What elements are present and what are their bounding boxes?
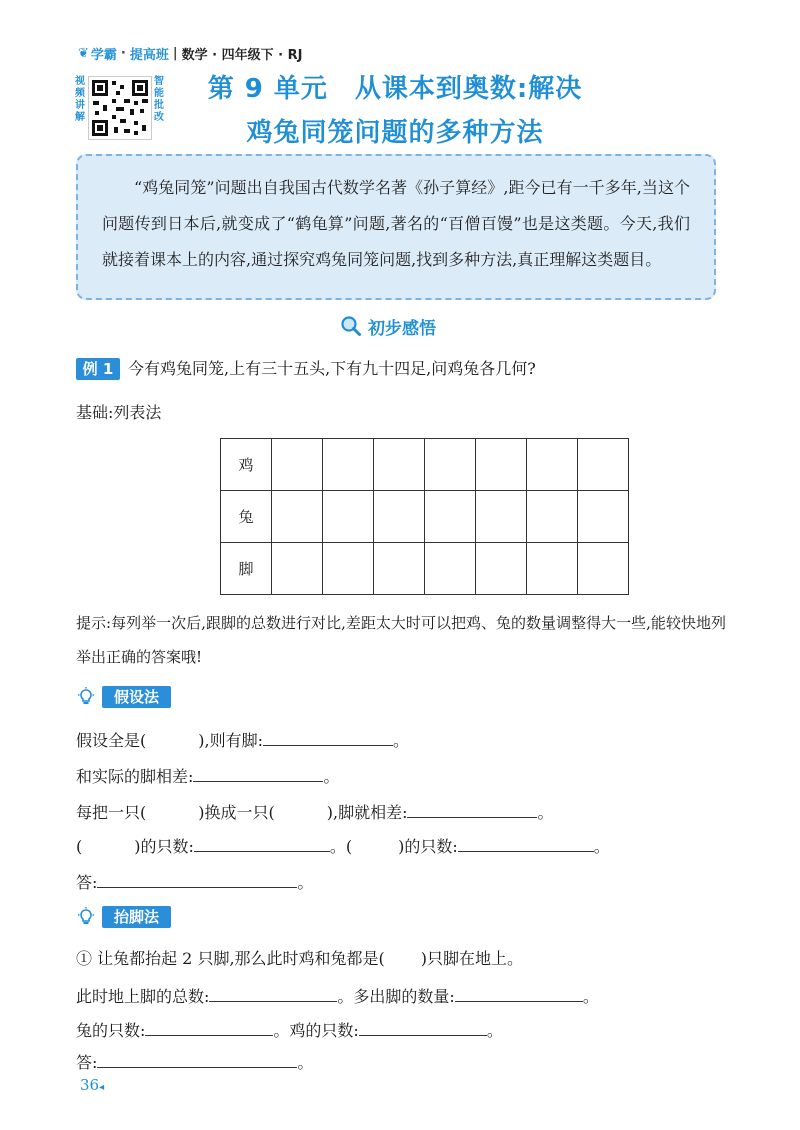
answer-blank[interactable]	[458, 835, 594, 852]
page-number	[80, 1076, 104, 1094]
text-fragment: 。(	[329, 837, 353, 856]
text-fragment: ),脚就相差:	[326, 803, 408, 822]
hint-text: 提示:每列举一次后,跟脚的总数进行对比,差距太大时可以把鸡、兔的数量调整得大一些,能较快地列举出正确的答案哦!	[76, 614, 726, 666]
table-cell[interactable]	[578, 491, 629, 543]
assume-line-2	[76, 764, 339, 787]
header-separator: |	[172, 45, 178, 61]
text-fragment: 每把一只(	[76, 803, 147, 822]
table-row	[221, 491, 629, 543]
table-cell[interactable]	[323, 439, 374, 491]
text-fragment: 答:	[76, 873, 98, 892]
text-fragment: 。	[486, 1021, 503, 1040]
table-cell[interactable]	[527, 543, 578, 595]
leaf-icon: ❦	[78, 45, 89, 61]
text-fragment: 。	[593, 837, 610, 856]
table-cell[interactable]	[425, 543, 476, 595]
table-cell[interactable]	[476, 543, 527, 595]
answer-blank[interactable]	[194, 835, 330, 852]
answer-blank[interactable]	[97, 871, 297, 888]
assume-line-1	[76, 728, 409, 751]
text-fragment: ① 让兔都抬起 2 只脚,那么此时鸡和兔都是(	[76, 949, 385, 968]
table-cell[interactable]	[425, 439, 476, 491]
table-cell[interactable]	[476, 439, 527, 491]
text-fragment: 。鸡的只数:	[273, 1021, 359, 1040]
unit-title-line1: 第 9 单元 从课本到奥数:解决	[207, 74, 583, 104]
lift-line-1	[76, 946, 523, 969]
text-fragment: 假设全是(	[76, 731, 147, 750]
table-cell[interactable]	[578, 439, 629, 491]
answer-blank[interactable]	[263, 729, 393, 746]
lift-method-title: 抬脚法	[102, 906, 171, 928]
lift-answer-line	[76, 1050, 313, 1073]
table-row	[221, 439, 629, 491]
row-label-rabbit: 兔	[221, 491, 272, 543]
table-cell[interactable]	[374, 491, 425, 543]
lift-method-tag	[76, 906, 171, 928]
text-fragment: 。	[392, 731, 409, 750]
text-fragment: 。	[297, 1053, 314, 1072]
row-label-feet: 脚	[221, 543, 272, 595]
text-fragment: 兔的只数:	[76, 1021, 146, 1040]
table-cell[interactable]	[272, 491, 323, 543]
table-cell[interactable]	[323, 491, 374, 543]
page-number-text: 36	[80, 1076, 100, 1094]
brand-name: 学霸	[90, 47, 117, 63]
text-fragment: 。	[582, 987, 599, 1006]
brand-dot: ·	[120, 45, 126, 61]
intro-box	[76, 154, 716, 300]
assume-method-title: 假设法	[102, 686, 171, 708]
text-fragment: )的只数:	[398, 837, 458, 856]
qr-label-video: 视频讲解	[75, 76, 85, 123]
table-cell[interactable]	[323, 543, 374, 595]
magnifier-icon	[340, 315, 362, 337]
section-title: 初步感悟	[368, 318, 436, 339]
qr-code-icon	[89, 77, 151, 139]
page-header	[78, 44, 302, 62]
series-name: 提高班	[129, 47, 169, 63]
assume-line-4	[76, 834, 610, 857]
text-fragment: 。	[323, 767, 340, 786]
text-fragment: 和实际的脚相差:	[76, 767, 194, 786]
assume-method-tag	[76, 686, 171, 708]
table-cell[interactable]	[425, 491, 476, 543]
lightbulb-icon	[76, 687, 96, 707]
lightbulb-icon	[76, 907, 96, 927]
basic-method-label: 基础:列表法	[76, 403, 162, 422]
answer-blank[interactable]	[359, 1019, 487, 1036]
row-label-chicken: 鸡	[221, 439, 272, 491]
table-cell[interactable]	[476, 491, 527, 543]
answer-blank[interactable]	[193, 765, 323, 782]
lift-line-3	[76, 1018, 503, 1041]
text-fragment: )换成一只(	[198, 803, 275, 822]
unit-title-line2: 鸡兔同笼问题的多种方法	[246, 118, 544, 148]
qr-code[interactable]	[88, 76, 152, 140]
assume-answer-line	[76, 870, 313, 893]
text-fragment: (	[76, 837, 83, 856]
lift-line-2	[76, 984, 599, 1007]
table-cell[interactable]	[527, 439, 578, 491]
table-cell[interactable]	[374, 439, 425, 491]
qr-label-grading: 智能批改	[154, 76, 164, 123]
text-fragment: 。多出脚的数量:	[337, 987, 455, 1006]
text-fragment: 此时地上脚的总数:	[76, 987, 210, 1006]
text-fragment: 答:	[76, 1053, 98, 1072]
text-fragment: ),则有脚:	[198, 731, 263, 750]
answer-blank[interactable]	[97, 1051, 297, 1068]
table-cell[interactable]	[578, 543, 629, 595]
table-cell[interactable]	[374, 543, 425, 595]
assume-line-3	[76, 800, 554, 823]
table-cell[interactable]	[272, 543, 323, 595]
example-question: 今有鸡兔同笼,上有三十五头,下有九十四足,问鸡兔各几何?	[128, 359, 536, 378]
subject-grade: 数学 · 四年级下 · RJ	[181, 47, 303, 63]
example-badge: 例 1	[76, 358, 120, 380]
answer-blank[interactable]	[209, 985, 337, 1002]
answer-blank[interactable]	[455, 985, 583, 1002]
text-fragment: )只脚在地上。	[420, 949, 524, 968]
enumeration-table	[220, 438, 629, 595]
table-row	[221, 543, 629, 595]
answer-blank[interactable]	[145, 1019, 273, 1036]
table-cell[interactable]	[272, 439, 323, 491]
intro-text: “鸡兔同笼”问题出自我国古代数学名著《孙子算经》,距今已有一千多年,当这个问题传到日本后,就变成了“鹤龟算”问题,著名的“百僧百馒”也是这类题。今天,我们就接着课本上的内容,通过探究鸡兔同笼问题,找到多种方法,真正理解这类题目。	[102, 178, 690, 269]
page-arrow-icon: ◂	[99, 1082, 105, 1093]
table-cell[interactable]	[527, 491, 578, 543]
text-fragment: 。	[297, 873, 314, 892]
answer-blank[interactable]	[407, 801, 537, 818]
text-fragment: 。	[537, 803, 554, 822]
section-heading	[340, 314, 436, 338]
text-fragment: )的只数:	[134, 837, 194, 856]
